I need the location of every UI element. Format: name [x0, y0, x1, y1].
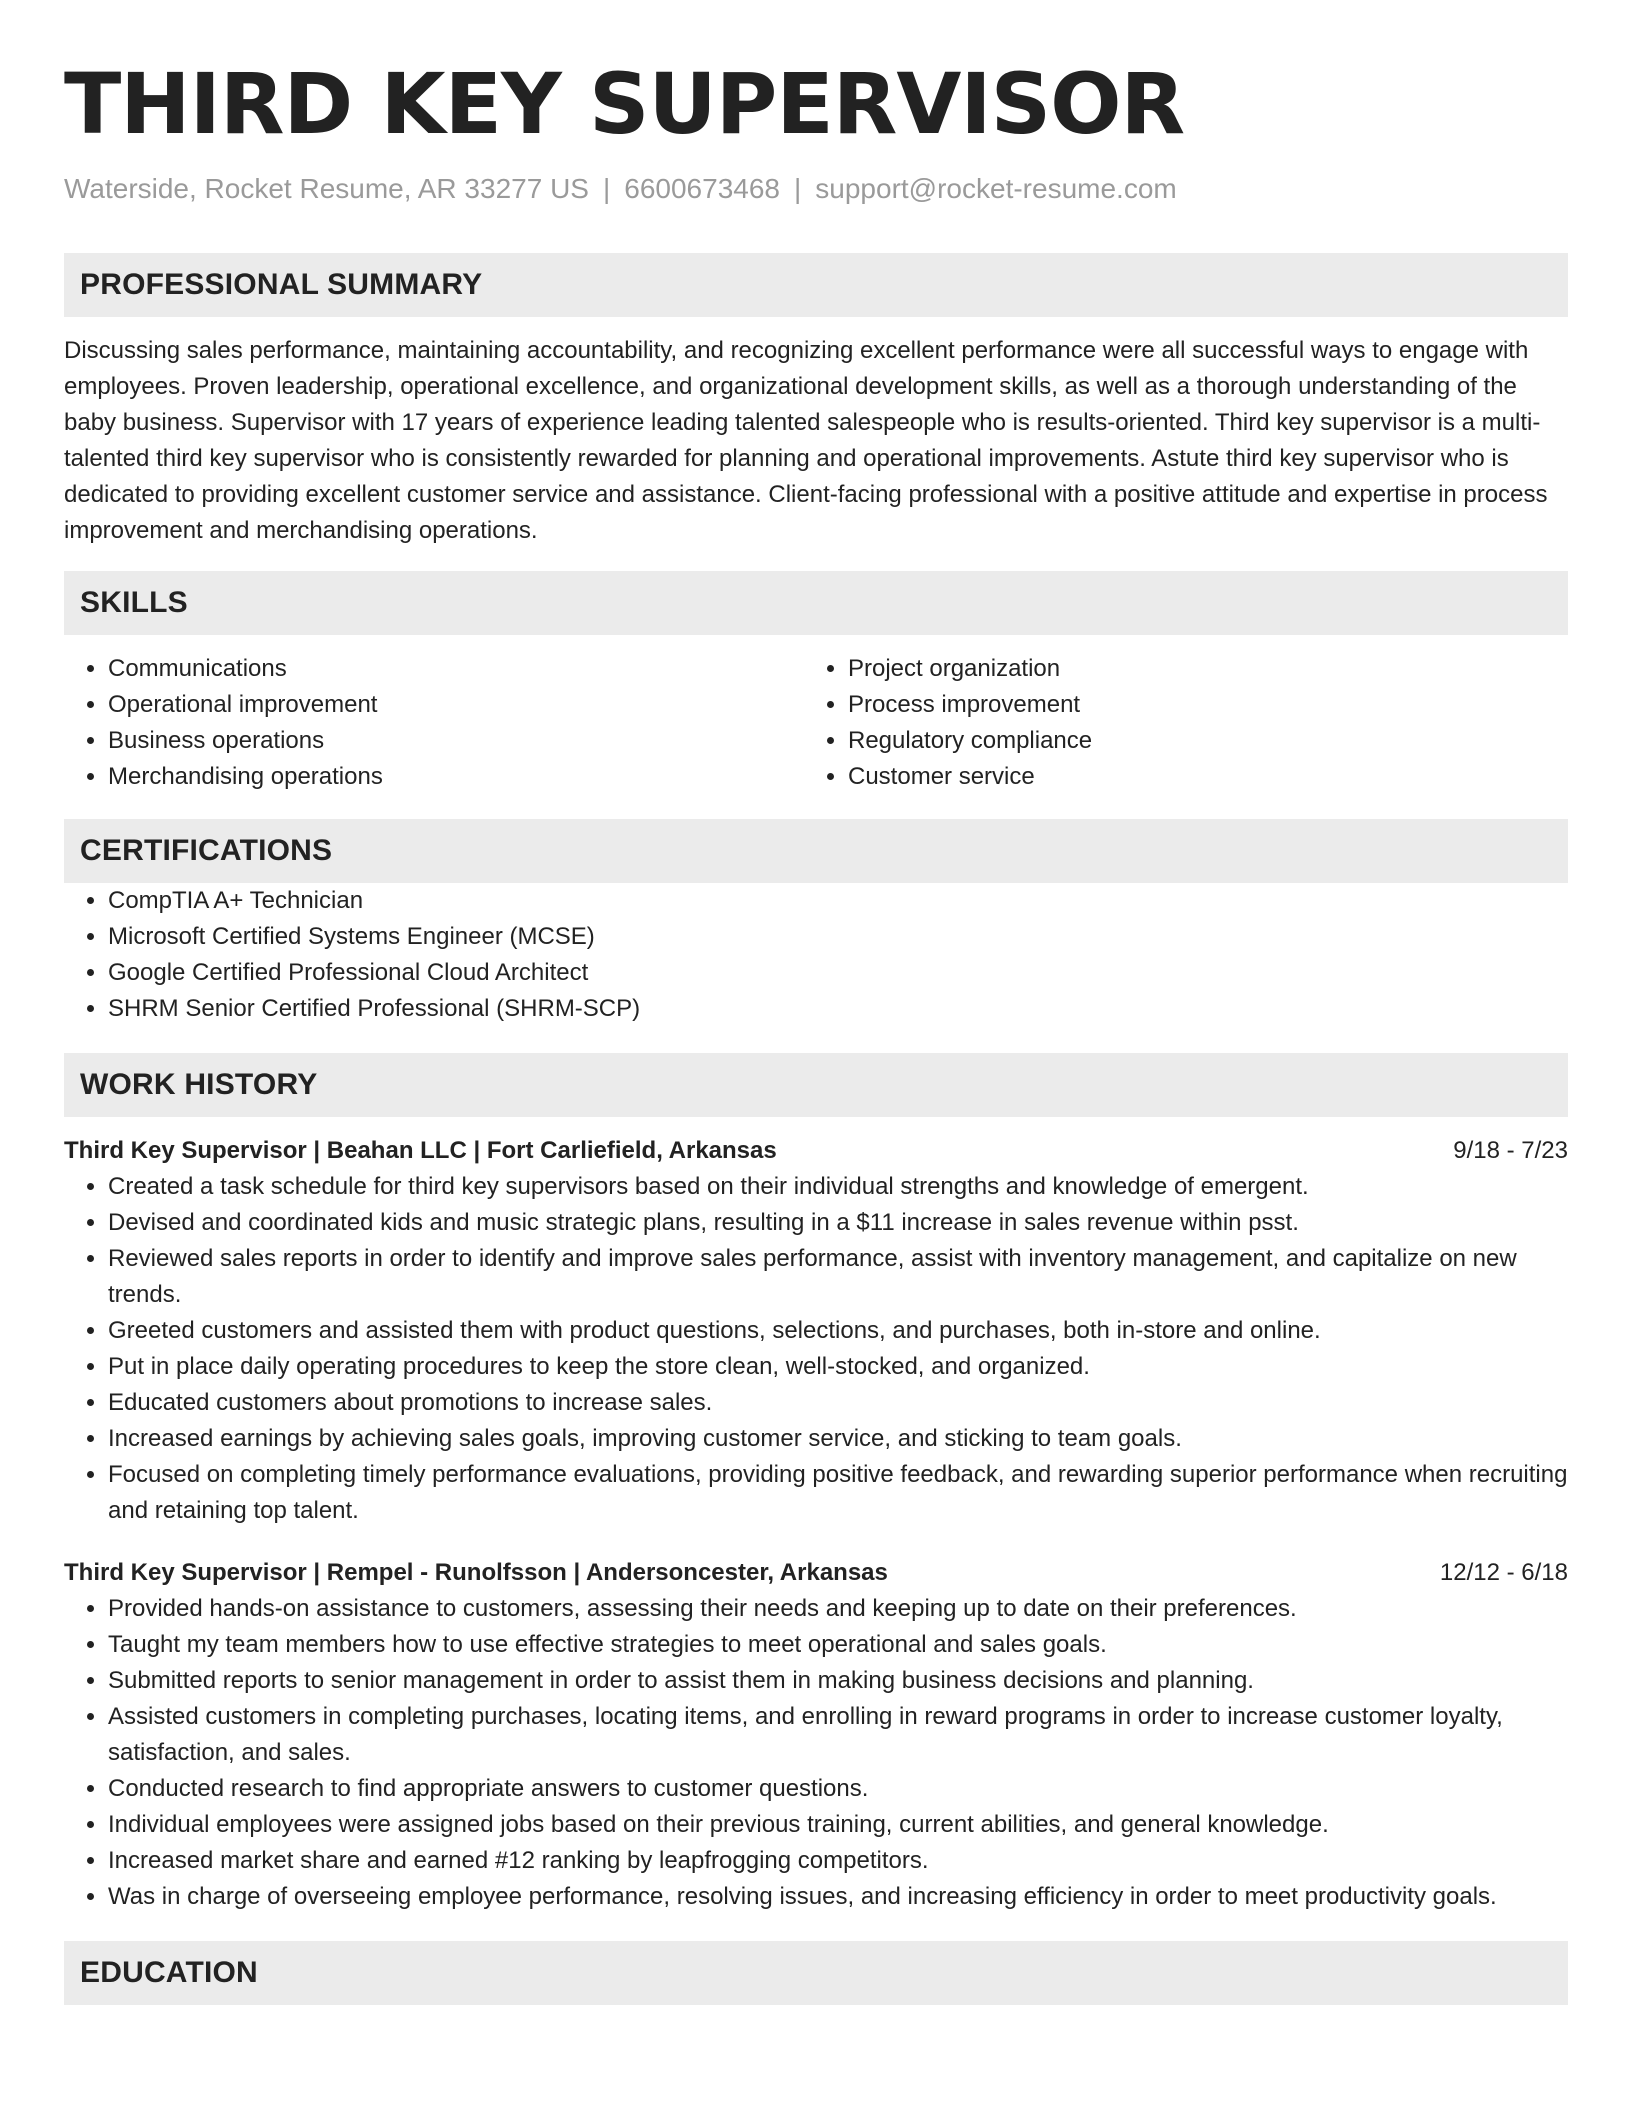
- job-entry: [64, 1555, 1568, 1915]
- summary-text: Discussing sales performance, maintaining accountability, and recognizing excellent performance were all successful ways to engage with employees. Proven leadership, operational excellence, and organizational development skills, as well as a thorough understanding of the baby business. Supervisor with 17 years of experience leading talented salespeople who is results-oriented. Third key supervisor is a multi-talented third key supervisor who is consistently rewarded for planning and operational improvements. Astute third key supervisor who is dedicated to providing excellent customer service and assistance. Client-facing professional with a positive attitude and expertise in process improvement and merchandising operations.: [64, 337, 1548, 544]
- skill-item: • Communications: [108, 651, 804, 687]
- contact-phone: 6600673468: [624, 173, 780, 204]
- skill-item: • Merchandising operations: [108, 759, 804, 795]
- job-bullet: • Put in place daily operating procedures to keep the store clean, well-stocked, and organized.: [108, 1349, 1568, 1385]
- certifications-list: [64, 883, 1568, 1027]
- job-bullet: • Reviewed sales reports in order to identify and improve sales performance, assist with inventory management, and capitalize on new trends.: [108, 1241, 1568, 1313]
- job-bullet: • Submitted reports to senior management in order to assist them in making business decisions and planning.: [108, 1663, 1568, 1699]
- job-bullet: • Assisted customers in completing purchases, locating items, and enrolling in reward programs in order to increase customer loyalty, satisfaction, and sales.: [108, 1699, 1568, 1771]
- job-bullet-list: [64, 1591, 1568, 1915]
- certification-item: • CompTIA A+ Technician: [108, 883, 1568, 919]
- job-bullet: • Educated customers about promotions to increase sales.: [108, 1385, 1568, 1421]
- job-bullet: • Increased market share and earned #12 ranking by leapfrogging competitors.: [108, 1843, 1568, 1879]
- contact-email: support@rocket-resume.com: [815, 173, 1177, 204]
- job-bullet-list: [64, 1169, 1568, 1529]
- job-header: [64, 1555, 1568, 1591]
- job-title: Third Key Supervisor | Rempel - Runolfsson | Andersoncester, Arkansas: [64, 1559, 888, 1586]
- certification-item: • Google Certified Professional Cloud Architect: [108, 955, 1568, 991]
- job-header: [64, 1133, 1568, 1169]
- job-bullet: • Individual employees were assigned jobs based on their previous training, current abilities, and general knowledge.: [108, 1807, 1568, 1843]
- job-bullet: • Provided hands-on assistance to customers, assessing their needs and keeping up to date on their preferences.: [108, 1591, 1568, 1627]
- section-header-education: EDUCATION: [64, 1941, 1568, 2005]
- section-header-work-history: WORK HISTORY: [64, 1053, 1568, 1117]
- skills-column-left: [64, 651, 804, 795]
- job-bullet: • Was in charge of overseeing employee performance, resolving issues, and increasing efficiency in order to meet productivity goals.: [108, 1879, 1568, 1915]
- skill-item: • Regulatory compliance: [848, 723, 1544, 759]
- contact-line: [64, 173, 1568, 205]
- skills-list-right: [804, 651, 1544, 795]
- section-header-summary: PROFESSIONAL SUMMARY: [64, 253, 1568, 317]
- job-bullet: • Taught my team members how to use effective strategies to meet operational and sales goals.: [108, 1627, 1568, 1663]
- skills-grid: [64, 651, 1568, 795]
- skills-list-left: [64, 651, 804, 795]
- job-bullet: • Conducted research to find appropriate answers to customer questions.: [108, 1771, 1568, 1807]
- contact-address: Waterside, Rocket Resume, AR 33277 US: [64, 173, 589, 204]
- job-bullet: • Devised and coordinated kids and music strategic plans, resulting in a $11 increase in sales revenue within psst.: [108, 1205, 1568, 1241]
- job-dates: 12/12 - 6/18: [1439, 1559, 1568, 1586]
- candidate-name: THIRD KEY SUPERVISOR: [64, 55, 1185, 153]
- skill-item: • Operational improvement: [108, 687, 804, 723]
- job-bullet: • Greeted customers and assisted them with product questions, selections, and purchases, both in-store and online.: [108, 1313, 1568, 1349]
- contact-separator: |: [794, 173, 802, 204]
- contact-separator: |: [602, 173, 611, 204]
- skill-item: • Business operations: [108, 723, 804, 759]
- skill-item: • Process improvement: [848, 687, 1544, 723]
- skill-item: • Customer service: [848, 759, 1544, 795]
- job-entry: [64, 1133, 1568, 1529]
- certification-item: • Microsoft Certified Systems Engineer (MCSE): [108, 919, 1568, 955]
- skills-column-right: [804, 651, 1544, 795]
- certification-item: • SHRM Senior Certified Professional (SHRM-SCP): [108, 991, 1568, 1027]
- job-bullet: • Focused on completing timely performance evaluations, providing positive feedback, and rewarding superior performance when recruiting and retaining top talent.: [108, 1457, 1568, 1529]
- skill-item: • Project organization: [848, 651, 1544, 687]
- job-title: Third Key Supervisor | Beahan LLC | Fort Carliefield, Arkansas: [64, 1137, 777, 1164]
- section-header-certifications: CERTIFICATIONS: [64, 819, 1568, 883]
- job-bullet: • Created a task schedule for third key supervisors based on their individual strengths and knowledge of emergent.: [108, 1169, 1568, 1205]
- job-dates: 9/18 - 7/23: [1453, 1137, 1568, 1164]
- job-bullet: • Increased earnings by achieving sales goals, improving customer service, and sticking to team goals.: [108, 1421, 1568, 1457]
- section-header-skills: SKILLS: [64, 571, 1568, 635]
